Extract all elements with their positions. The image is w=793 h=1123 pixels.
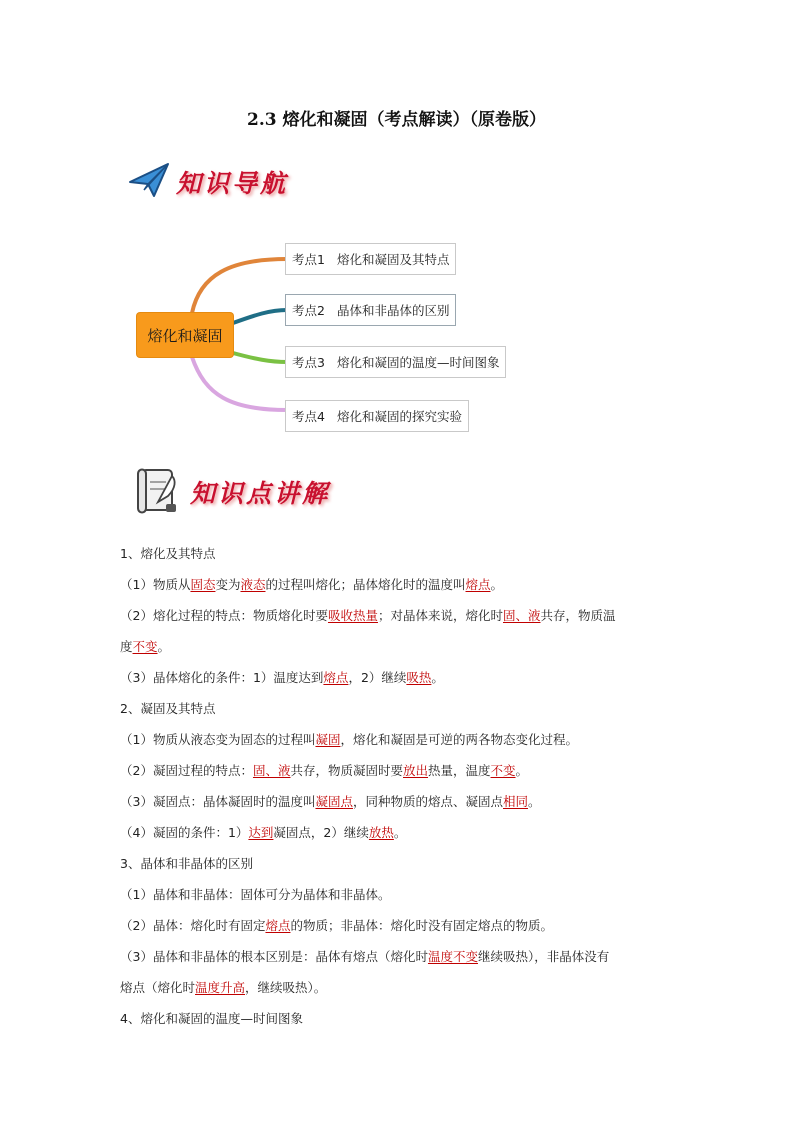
scroll-quill-icon [128,462,184,522]
paragraph: （3）晶体和非晶体的根本区别是：晶体有熔点（熔化时温度不变继续吸热），非晶体没有 熔点（熔化时温度升高，继续吸热）。 [120,949,610,995]
banner-title: 知识点讲解 [190,479,331,508]
section-heading-4: 4、熔化和凝固的温度—时间图象 [120,1011,303,1026]
answer-blank: 固态 [190,577,216,592]
answer-blank: 温度升高 [195,980,246,995]
mind-map-center: 熔化和凝固 [137,313,233,357]
paragraph: （1）物质从液态变为固态的过程叫凝固，熔化和凝固是可逆的两各物态变化过程。 [120,732,578,747]
section-heading-1: 1、熔化及其特点 [120,546,216,561]
connector-2 [233,310,287,323]
answer-blank: 熔点 [265,918,291,933]
paper-plane-icon [128,160,172,204]
knowledge-content [120,538,680,1034]
section-banner-knowledge-explain [128,462,330,522]
mind-map-node-1 [285,243,456,275]
answer-blank: 不变 [132,639,158,654]
paragraph: （3）晶体熔化的条件：1）温度达到熔点，2）继续吸热。 [120,670,444,685]
answer-blank: 熔点 [465,577,491,592]
node-number: 考点4 [292,409,325,424]
node-label: 晶体和非晶体的区别 [336,303,450,318]
answer-blank: 温度不变 [427,949,478,964]
mind-map [130,235,530,435]
answer-blank: 不变 [490,763,516,778]
answer-blank: 固、液 [503,608,541,623]
connector-1 [192,259,287,313]
paragraph: （1）物质从固态变为液态的过程叫熔化；晶体熔化时的温度叫熔点。 [120,577,504,592]
section-heading-3: 3、晶体和非晶体的区别 [120,856,253,871]
node-number: 考点3 [292,355,325,370]
page-title: 2.3 熔化和凝固（考点解读）（原卷版） [247,110,546,130]
section-banner-knowledge-nav [128,160,288,204]
paragraph: （3）凝固点：晶体凝固时的温度叫凝固点，同种物质的熔点、凝固点相同。 [120,794,541,809]
answer-blank: 固、液 [252,763,291,778]
answer-blank: 凝固点 [315,794,353,809]
answer-blank: 达到 [248,825,274,840]
connector-3 [233,353,287,362]
paragraph: （1）晶体和非晶体：固体可分为晶体和非晶体。 [120,887,391,902]
answer-blank: 吸收热量 [327,608,378,623]
node-label: 熔化和凝固的探究实验 [336,409,462,424]
answer-blank: 放出 [403,763,429,778]
answer-blank: 凝固 [315,732,341,747]
paragraph: （2）熔化过程的特点：物质熔化时要吸收热量；对晶体来说，熔化时固、液共存，物质温 度不变。 [120,608,616,654]
answer-blank: 放热 [368,825,394,840]
answer-blank: 吸热 [406,670,432,685]
mind-map-node-4 [285,400,469,432]
node-number: 考点2 [292,303,325,318]
section-heading-2: 2、凝固及其特点 [120,701,216,716]
paragraph: （4）凝固的条件：1）达到凝固点，2）继续放热。 [120,825,407,840]
paragraph: （2）晶体：熔化时有固定熔点的物质；非晶体：熔化时没有固定熔点的物质。 [120,918,553,933]
node-label: 熔化和凝固及其特点 [336,252,450,267]
answer-blank: 液态 [240,577,266,592]
node-number: 考点1 [292,252,325,267]
connector-4 [192,357,287,410]
mind-map-node-3 [285,346,506,378]
mind-map-node-2 [285,294,456,326]
answer-blank: 相同 [503,794,529,809]
node-label: 熔化和凝固的温度—时间图象 [336,355,500,370]
banner-title: 知识导航 [176,169,289,198]
paragraph: （2）凝固过程的特点：固、液共存，物质凝固时要放出热量，温度不变。 [120,763,529,778]
answer-blank: 熔点 [323,670,349,685]
